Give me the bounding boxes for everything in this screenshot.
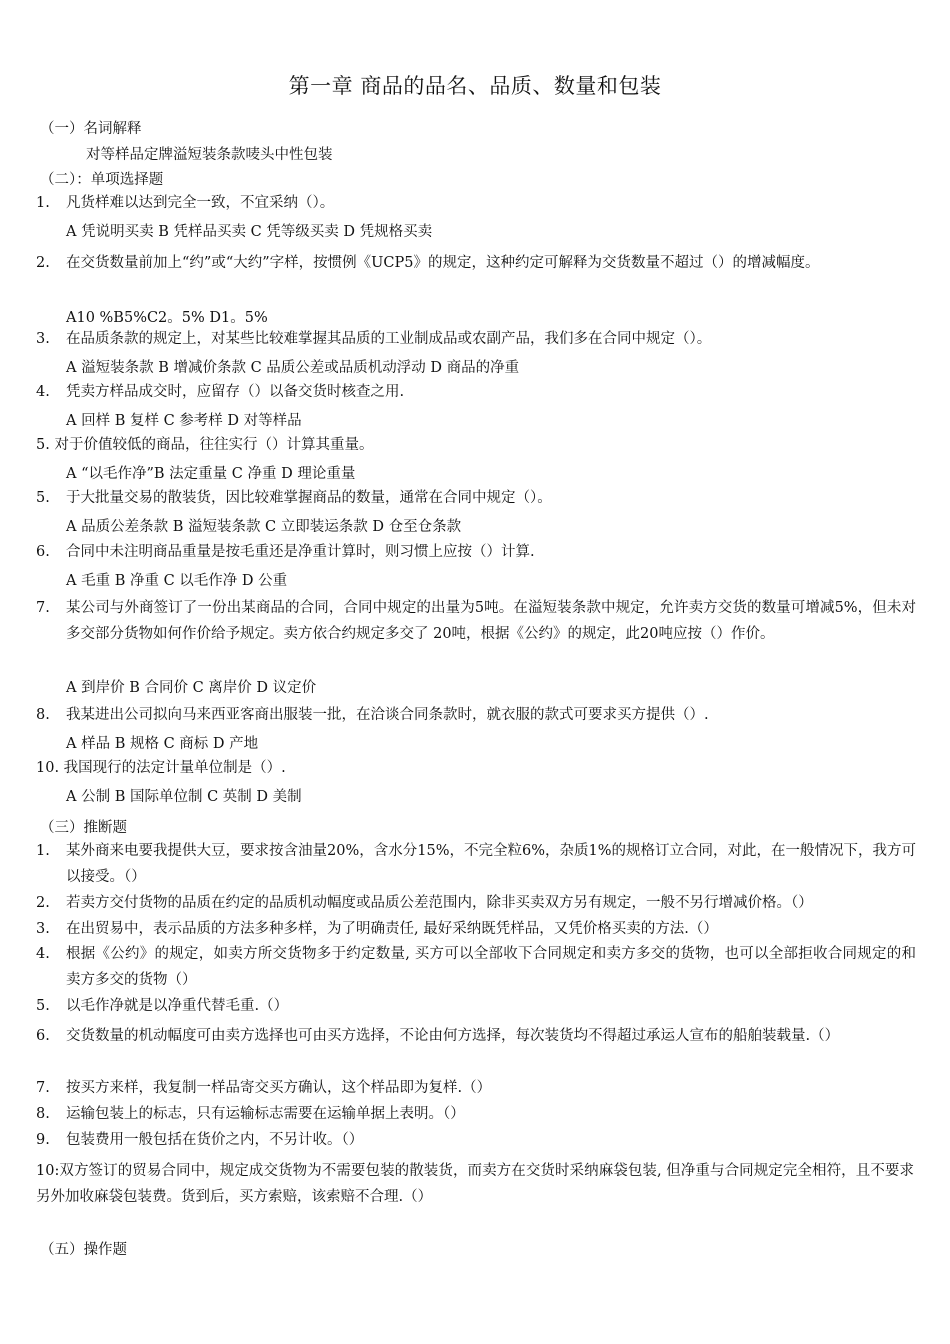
judgement-item xyxy=(36,1127,916,1153)
question-item xyxy=(36,379,916,405)
question-number: 5. xyxy=(36,437,50,453)
question-number: 2. xyxy=(36,255,50,271)
judgement-item xyxy=(36,916,916,942)
question-item xyxy=(36,595,916,647)
terms-list: 对等样品定牌溢短装条款唛头中性包装 xyxy=(86,147,333,163)
question-options: A 毛重 B 净重 C 以毛作净 D 公重 xyxy=(66,573,288,589)
question-item xyxy=(36,485,916,511)
judgement-item xyxy=(36,993,916,1019)
question-text: 某公司与外商签订了一份出某商品的合同，合同中规定的出量为5吨。在溢短装条款中规定，允许卖方交货的数量可增减5%，但未对多交部分货物如何作价给予规定。卖方依合约规定多交了 20吨，根据《公约》的规定，此20吨应按（）作价。 xyxy=(66,600,916,642)
item-number: 7. xyxy=(36,1080,50,1096)
item-text: 包装费用一般包括在货价之内，不另计收。（） xyxy=(66,1132,364,1148)
item-number: 2. xyxy=(36,895,50,911)
item-number: 1. xyxy=(36,843,50,859)
judgement-item xyxy=(36,1075,916,1101)
question-text: 对于价值较低的商品，往往实行（）计算其重量。 xyxy=(54,437,374,453)
question-text: 凡货样难以达到完全一致，不宜采纳（）。 xyxy=(66,195,335,211)
item-text: 若卖方交付货物的品质在约定的品质机动幅度或品质公差范围内，除非买卖双方另有规定，一般不另行增减价格。（） xyxy=(66,895,813,911)
item-number: 9. xyxy=(36,1132,50,1148)
item-number: 8. xyxy=(36,1106,50,1122)
judgement-item-10: 10:双方签订的贸易合同中，规定成交货物为不需要包装的散装货，而卖方在交货时采纳麻袋包装, 但净重与合同规定完全相符，且不要求另外加收麻袋包装费。货到后，买方索赔，该索赔不合理.（） xyxy=(36,1163,914,1205)
question-options: A10 %B5%C2。5% D1。5% xyxy=(66,310,268,326)
question-options: A 溢短装条款 B 增减价条款 C 品质公差或品质机动浮动 D 商品的净重 xyxy=(66,360,520,376)
question-number: 10. xyxy=(36,760,60,776)
question-item xyxy=(36,190,916,216)
question-options: A 样品 B 规格 C 商标 D 产地 xyxy=(66,736,259,752)
question-text: 于大批量交易的散装货，因比较难掌握商品的数量，通常在合同中规定（）。 xyxy=(66,490,552,506)
item-number: 6. xyxy=(36,1028,50,1044)
section-heading-judgement: （三）推断题 xyxy=(40,820,127,836)
question-number: 4. xyxy=(36,384,50,400)
item-text: 在出贸易中，表示品质的方法多种多样，为了明确责任, 最好采纳既凭样品，又凭价格买卖的方法.（） xyxy=(66,921,718,937)
question-options: A 凭说明买卖 B 凭样品买卖 C 凭等级买卖 D 凭规格买卖 xyxy=(66,224,433,240)
item-text: 交货数量的机动幅度可由卖方选择也可由买方选择，不论由何方选择，每次装货均不得超过承运人宣布的船舶装载量.（） xyxy=(66,1028,840,1044)
question-number: 1. xyxy=(36,195,50,211)
question-options: A 品质公差条款 B 溢短装条款 C 立即装运条款 D 仓至仓条款 xyxy=(66,519,462,535)
item-number: 3. xyxy=(36,921,50,937)
question-options: A 回样 B 复样 C 参考样 D 对等样品 xyxy=(66,413,302,429)
item-text: 某外商来电要我提供大豆，要求按含油量20%，含水分15%，不完全粒6%，杂质1%的规格订立合同，对此，在一般情况下，我方可以接受。（） xyxy=(66,843,916,885)
item-number: 4. xyxy=(36,946,50,962)
question-item xyxy=(36,250,916,276)
question-options: A 到岸价 B 合同价 C 离岸价 D 议定价 xyxy=(66,680,317,696)
judgement-item xyxy=(36,941,916,993)
section-heading-single-choice: （二）：单项选择题 xyxy=(40,172,164,188)
question-options: A “以毛作净”B 法定重量 C 净重 D 理论重量 xyxy=(66,466,356,482)
question-text: 我国现行的法定计量单位制是（）. xyxy=(63,760,286,776)
question-text: 在交货数量前加上“约”或“大约”字样，按惯例《UCP5》的规定，这种约定可解释为交货数量不超过（）的增减幅度。 xyxy=(66,255,820,271)
question-number: 6. xyxy=(36,544,50,560)
section-heading-operation: （五）操作题 xyxy=(40,1242,127,1258)
question-item xyxy=(36,326,916,352)
judgement-item xyxy=(36,890,916,916)
question-item xyxy=(36,755,916,781)
question-text: 凭卖方样品成交时，应留存（）以备交货时核查之用. xyxy=(66,384,405,400)
section-heading-terms: （一）名词解释 xyxy=(40,121,142,137)
question-options: A 公制 B 国际单位制 C 英制 D 美制 xyxy=(66,789,302,805)
question-number: 8. xyxy=(36,707,50,723)
judgement-item xyxy=(36,838,916,890)
question-number: 7. xyxy=(36,600,50,616)
item-text: 运输包装上的标志，只有运输标志需要在运输单据上表明。（） xyxy=(66,1106,465,1122)
item-number: 5. xyxy=(36,998,50,1014)
question-text: 在品质条款的规定上，对某些比较难掌握其品质的工业制成品或农副产品，我们多在合同中规定（）。 xyxy=(66,331,712,347)
page-title: 第一章 商品的品名、品质、数量和包装 xyxy=(288,74,662,98)
item-text: 以毛作净就是以净重代替毛重.（） xyxy=(66,998,289,1014)
item-text: 按买方来样，我复制一样品寄交买方确认，这个样品即为复样.（） xyxy=(66,1080,492,1096)
judgement-item xyxy=(36,1101,916,1127)
item-text: 根据《公约》的规定，如卖方所交货物多于约定数量, 买方可以全部收下合同规定和卖方多交的货物，也可以全部拒收合同规定的和卖方多交的货物（） xyxy=(66,946,916,988)
question-item xyxy=(36,702,916,728)
question-number: 5. xyxy=(36,490,50,506)
question-item xyxy=(36,539,916,565)
judgement-item xyxy=(36,1023,916,1049)
question-number: 3. xyxy=(36,331,50,347)
question-text: 合同中未注明商品重量是按毛重还是净重计算时，则习惯上应按（）计算. xyxy=(66,544,535,560)
question-text: 我某进出公司拟向马来西亚客商出服装一批，在洽谈合同条款时，就衣服的款式可要求买方提供（）. xyxy=(66,707,709,723)
question-item xyxy=(36,432,916,458)
